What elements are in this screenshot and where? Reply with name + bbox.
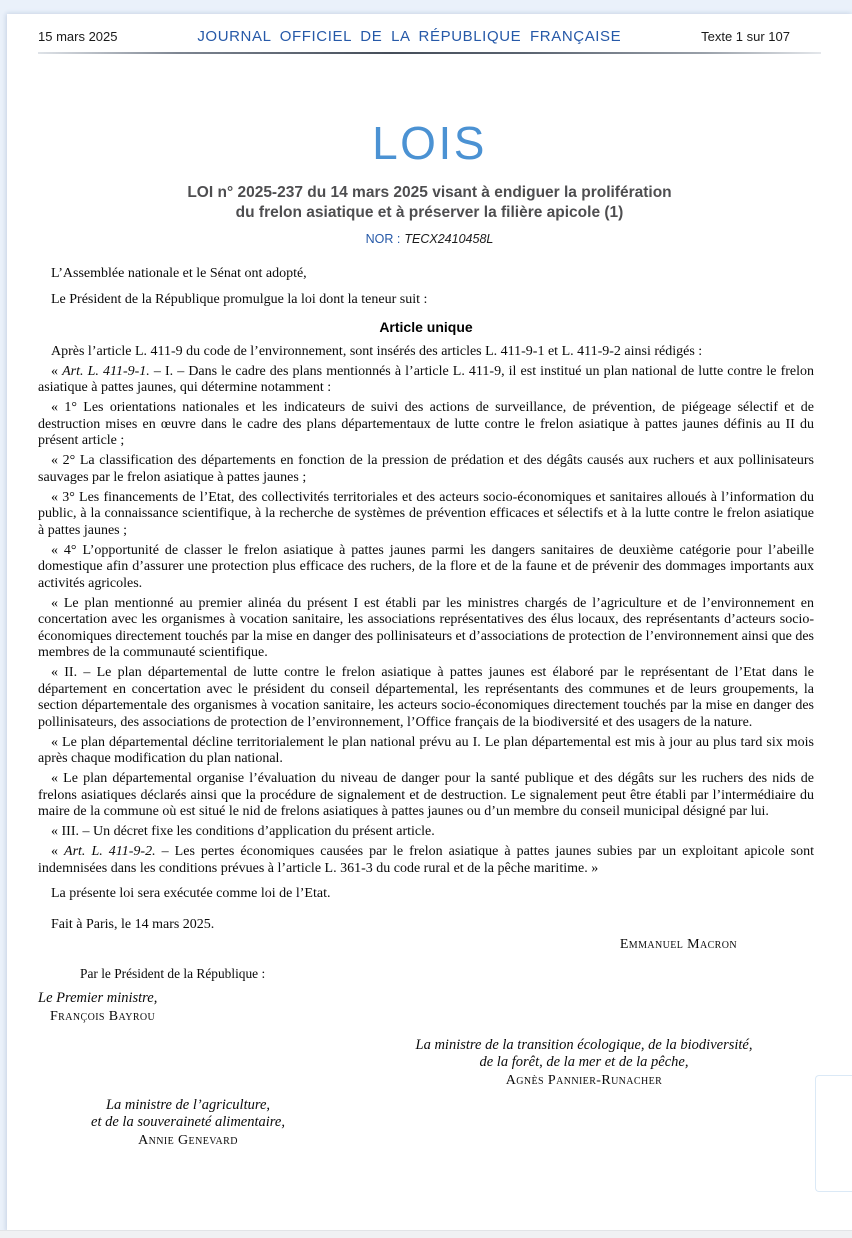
article-heading: Article unique <box>379 319 473 335</box>
law-paragraph <box>38 490 814 540</box>
paragraph-text: « 4° L’opportunité de classer le frelon asiatique à pattes jaunes parmi les dangers sanitaires de deuxième catégorie pour l’abeille domestique afin d’assurer une protection plus efficace des ruchers, de la flore et de la faune et de prévenir des dommages importants aux activités agricoles. <box>38 542 814 591</box>
law-title <box>7 183 852 223</box>
paragraph-text: « <box>51 844 65 859</box>
journal-title: JOURNAL OFFICIEL DE LA RÉPUBLIQUE FRANÇAISE <box>197 28 622 45</box>
law-paragraph <box>38 453 814 486</box>
law-paragraph <box>38 735 814 768</box>
nor-value: TECX2410458L <box>404 232 494 246</box>
closing-paragraph: La présente loi sera exécutée comme loi de l’Etat. <box>51 886 331 901</box>
paragraph-text: « Le plan départemental organise l’évaluation du niveau de danger pour la santé publique et des dégâts sur les ruchers des nids de frelons asiatiques déclarés ainsi que la procédure de signalement et de destruction. Le signalement peut être établi par l’intermédiaire du maire de la commune où est situé le nid de frelons asiatiques à pattes jaunes ou d’un membre du conseil municipal désigné par lui. <box>38 771 814 819</box>
minister-ecology-signature: Agnès Pannier-Runacher <box>505 1073 663 1088</box>
law-paragraph <box>38 364 814 397</box>
page-header <box>7 14 852 45</box>
paragraph-text: « 2° La classification des départements en fonction de la pression de prédation et des dégâts causés aux ruchers et aux pollinisateurs sauvages par le frelon asiatique à pattes jaunes ; <box>38 453 814 485</box>
article-reference: Art. L. 411-9-1. <box>62 363 150 379</box>
law-paragraph <box>38 771 814 821</box>
minister-agriculture-title-line1: La ministre de l’agriculture, <box>105 1096 271 1113</box>
page-indicator: Texte 1 sur 107 <box>701 29 790 44</box>
law-title-line1: LOI n° 2025-237 du 14 mars 2025 visant à endiguer la prolifération <box>187 184 672 201</box>
minister-ecology-title-line1: La ministre de la transition écologique, de la biodiversité, <box>415 1037 753 1053</box>
paragraph-text: « II. – Le plan départemental de lutte contre le frelon asiatique à pattes jaunes est élaboré par le représentant de l’Etat dans le département en concertation avec le président du conseil départemental, les représentants des communes et de leurs groupements, la section départementale des organismes à vocation sanitaire, les acteurs socio-économiques directement touchés par la mise en danger des pollinisateurs, des associations de protection de l’environnement, l’Office français de la biodiversité et des usagers de la nature. <box>38 665 814 730</box>
law-paragraph <box>38 400 814 450</box>
intro-paragraph: L’Assemblée nationale et le Sénat ont adopté, <box>51 266 307 281</box>
law-paragraph <box>38 844 814 877</box>
minister-ecology-block <box>354 1037 814 1090</box>
president-signature: Emmanuel Macron <box>619 937 737 952</box>
paragraph-text: « Le plan mentionné au premier alinéa du présent I est établi par les ministres chargés de l’agriculture et de l’environnement en concertation avec les organismes à vocation sanitaire, les associations représentatives des élus locaux, des représentants d’acteurs socio-économiques directement touchés par la mise en danger des pollinisateurs et d’associations de protection de l’environnement ainsi que des membres de la communauté scientifique. <box>38 595 814 660</box>
paragraph-text: – Les pertes économiques causées par le frelon asiatique à pattes jaunes subies par un exploitant apicole sont indemnisées dans les conditions prévues à l’article L. 361-3 du code rural et de la pêche maritime. » <box>38 844 815 876</box>
law-body <box>38 266 814 1149</box>
law-paragraph <box>38 596 814 662</box>
document-page <box>7 14 852 1232</box>
intro-paragraph: Le Président de la République promulgue la loi dont la teneur suit : <box>51 291 428 307</box>
paragraph-text: « Le plan départemental décline territorialement le plan national prévu au I. Le plan départemental est mis à jour au plus tard six mois après chaque modification du plan national. <box>38 734 814 766</box>
countersign-intro: Par le Président de la République : <box>80 965 266 981</box>
paragraph-text: – I. – Dans le cadre des plans mentionnés à l’article L. 411-9, il est institué un plan national de lutte contre le frelon asiatique à pattes jaunes, qui détermine notamment : <box>38 363 814 395</box>
law-paragraphs <box>38 344 814 878</box>
law-paragraph <box>38 824 814 841</box>
minister-ecology-title-line2: de la forêt, de la mer et de la pêche, <box>479 1054 689 1070</box>
viewer-bottom-bar <box>0 1230 852 1238</box>
article-reference: Art. L. 411-9-2. <box>64 844 156 859</box>
paragraph-text: « <box>51 363 63 379</box>
nor-label: NOR : <box>365 232 401 246</box>
prime-minister-title: Le Premier ministre, <box>38 990 158 1006</box>
paragraph-text: « III. – Un décret fixe les conditions d’application du présent article. <box>51 824 435 839</box>
minister-agriculture-signature: Annie Genevard <box>138 1132 238 1148</box>
law-title-line2: du frelon asiatique et à préserver la filière apicole (1) <box>235 204 624 221</box>
header-date: 15 mars 2025 <box>38 29 118 44</box>
paragraph-text: « 3° Les financements de l’Etat, des collectivités territoriales et des acteurs socio-économiques et sanitaires alloués à l’information du public, à la connaissance scientifique, à la recherche de systèmes de prévention efficaces et sélectifs et à la lutte contre le frelon asiatique à pattes jaunes ; <box>38 489 814 538</box>
section-title: LOIS <box>372 117 487 169</box>
minister-agriculture-title-line2: et de la souveraineté alimentaire, <box>91 1113 285 1130</box>
nor-line <box>7 232 852 246</box>
prime-minister-signature: François Bayrou <box>50 1008 156 1024</box>
paragraph-text: Après l’article L. 411-9 du code de l’environnement, sont insérés des articles L. 411-9-1 et L. 411-9-2 ainsi rédigés : <box>51 343 703 359</box>
law-paragraph <box>38 665 814 731</box>
signature-date: Fait à Paris, le 14 mars 2025. <box>51 916 215 932</box>
page-corner-overlay <box>815 1075 852 1192</box>
law-paragraph <box>38 344 814 361</box>
header-rule <box>38 52 821 54</box>
law-paragraph <box>38 543 814 593</box>
paragraph-text: « 1° Les orientations nationales et les indicateurs de suivi des actions de surveillance, de prévention, de piégeage sélectif et de destruction mises en œuvre dans le cadre des plans départementaux de lutte contre le frelon asiatique à pattes jaunes définis au II du présent article ; <box>38 400 814 448</box>
minister-agriculture-block <box>38 1097 338 1150</box>
